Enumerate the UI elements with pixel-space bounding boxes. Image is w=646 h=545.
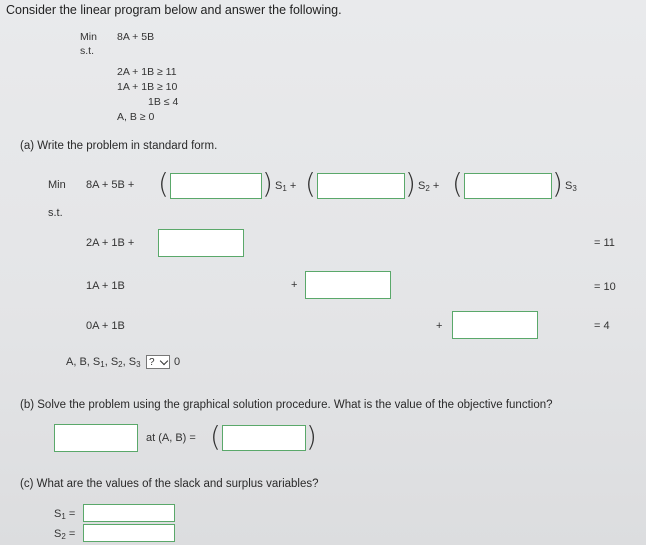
lp-constraint-2: 1A + 1B ≥ 10 bbox=[117, 81, 178, 93]
lp-constraint-4: A, B ≥ 0 bbox=[117, 111, 155, 123]
std-row3-plus: + bbox=[436, 320, 443, 332]
row3-s3-input[interactable] bbox=[452, 311, 538, 339]
std-row2-lhs: 1A + 1B bbox=[86, 280, 125, 292]
obj-s1-label: $S_1$ + bbox=[275, 180, 297, 193]
lp-objective: 8A + 5B bbox=[117, 31, 155, 43]
close-paren-1: ) bbox=[262, 167, 273, 200]
nonneg-value: 0 bbox=[174, 356, 181, 368]
at-ab-label: at (A, B) = bbox=[146, 432, 196, 444]
std-objective-prefix: 8A + 5B + bbox=[86, 179, 135, 191]
std-row2-rhs: = 10 bbox=[594, 281, 616, 293]
s3-coefficient-input[interactable] bbox=[464, 173, 552, 199]
std-min-label: Min bbox=[48, 179, 66, 191]
c-s1-label: $S_1$ = bbox=[54, 508, 76, 521]
c-s2-label: $S_2$ = bbox=[54, 528, 76, 541]
open-paren-ab: ( bbox=[210, 420, 221, 453]
open-paren-3: ( bbox=[452, 167, 463, 200]
ab-point-input[interactable] bbox=[222, 425, 306, 451]
close-paren-ab: ) bbox=[306, 420, 317, 453]
s1-coefficient-input[interactable] bbox=[170, 173, 262, 199]
lp-min-label: Min bbox=[80, 31, 97, 43]
std-row1-lhs: 2A + 1B + bbox=[86, 237, 135, 249]
close-paren-2: ) bbox=[405, 167, 416, 200]
std-row2-plus: + bbox=[291, 279, 298, 291]
lp-constraint-1: 2A + 1B ≥ 11 bbox=[117, 66, 177, 78]
s2-value-input[interactable] bbox=[83, 524, 175, 542]
nonneg-operator-select[interactable]: ? bbox=[146, 355, 170, 369]
open-paren-1: ( bbox=[158, 167, 169, 200]
std-row3-lhs: 0A + 1B bbox=[86, 320, 125, 332]
nonneg-vars: A, B, $S_1$, $S_2$, $S_3$ bbox=[66, 356, 141, 369]
lp-st-label: s.t. bbox=[80, 45, 95, 57]
part-b-question: (b) Solve the problem using the graphical solution procedure. What is the value of the objective function? bbox=[20, 399, 553, 411]
open-paren-2: ( bbox=[305, 167, 316, 200]
objective-value-input[interactable] bbox=[54, 424, 138, 452]
std-st-label: s.t. bbox=[48, 207, 63, 219]
chevron-down-icon bbox=[160, 356, 168, 364]
part-a-question: (a) Write the problem in standard form. bbox=[20, 140, 218, 152]
obj-s3-label: $S_3$ bbox=[565, 180, 577, 193]
obj-s2-label: $S_2$ + bbox=[418, 180, 440, 193]
part-c-question: (c) What are the values of the slack and surplus variables? bbox=[20, 478, 319, 490]
row2-s2-input[interactable] bbox=[305, 271, 391, 299]
std-row1-rhs: = 11 bbox=[594, 237, 615, 249]
lp-constraint-3: 1B ≤ 4 bbox=[148, 96, 179, 108]
s2-coefficient-input[interactable] bbox=[317, 173, 405, 199]
std-row3-rhs: = 4 bbox=[594, 320, 610, 332]
row1-s1-input[interactable] bbox=[158, 229, 244, 257]
close-paren-3: ) bbox=[552, 167, 563, 200]
intro-text: Consider the linear program below and answer the following. bbox=[6, 3, 342, 17]
s1-value-input[interactable] bbox=[83, 504, 175, 522]
